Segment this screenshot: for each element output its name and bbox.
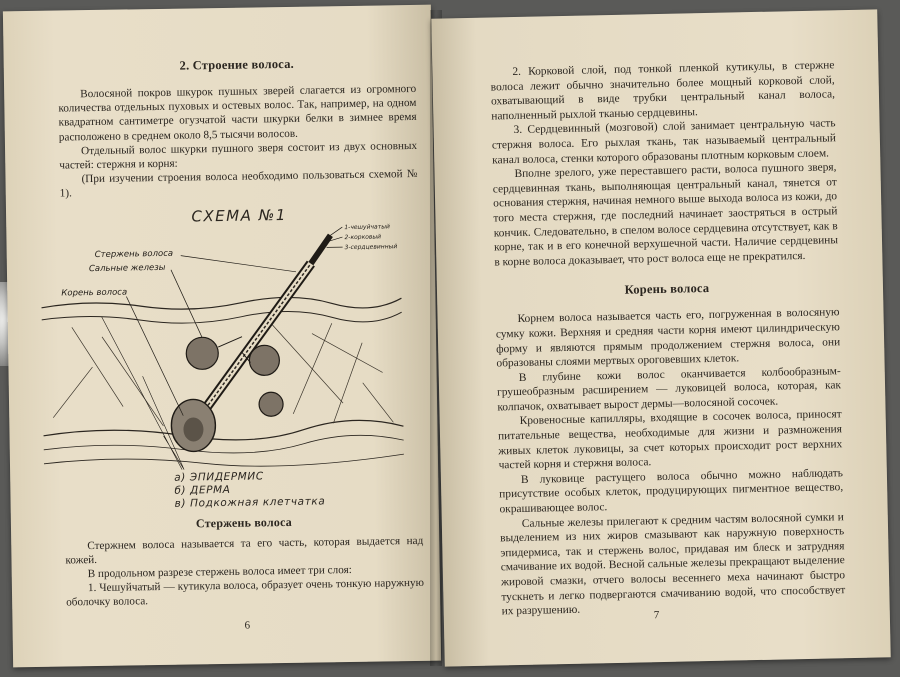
label-glands: Сальные железы bbox=[88, 262, 166, 274]
paragraph: В луковице растущего волоса обычно можно наблюдать присутствие особых клеток, продуцирующих пигментное вещество, окрашивающее волос. bbox=[499, 467, 844, 516]
paragraph: (При изучении строения волоса необходимо пользоваться схемой № 1). bbox=[59, 168, 418, 200]
subheading: Корень волоса bbox=[624, 281, 710, 298]
paragraph: Отдельный волос шкурки пушного зверя состоит из двух основных частей: стержня и корня: bbox=[59, 139, 418, 172]
page-number: 6 bbox=[244, 619, 251, 632]
paragraph: Стержнем волоса называется та его часть, которая выдается над кожей. bbox=[65, 534, 424, 567]
legend-item: а) ЭПИДЕРМИС bbox=[174, 469, 264, 484]
scheme-legend bbox=[174, 467, 423, 510]
left-page bbox=[3, 5, 441, 668]
page-number: 7 bbox=[653, 609, 660, 622]
paragraph: Сальные железы прилегают к средним частям волосяной сумки и выделением из них жиров смазывают как наружную поверхность эпидермиса, так и стержень волос, придавая им блеск и затрудняя смачивание их водой. Весной сальные железы прекращают выделение жировой смазки, отчего волосы весеннего меха начинают быстро тускнеть и легко подвергаются смачиванию водой, что способствует их разрушению. bbox=[500, 510, 846, 618]
label-layer-3: 3-сердцевинный bbox=[344, 242, 398, 251]
legend-item: б) ДЕРМА bbox=[174, 483, 231, 497]
scheme-title: СХЕМА №1 bbox=[191, 205, 287, 226]
paragraph: В продольном разрезе стержень волоса имеет три слоя: bbox=[87, 564, 352, 581]
label-shaft: Стержень волоса bbox=[94, 248, 174, 260]
paragraph: Корнем волоса называется часть его, погруженная в волосяную сумку кожи. Верхняя и средняя части корня имеют цилиндрическую форму и являются прямым продолжением стержня волоса, они образованы слоями мертвых ороговевших клеток. bbox=[495, 306, 841, 370]
paragraph: Волосяной покров шкурок пушных зверей слагается из огромного количества отдельных пуховых и остевых волос. Так, например, на одном квадратном сантиметре огузчатой части шкурки белки в зимнее время расположено в среднем около 8,5 тысячи волосов. bbox=[58, 82, 417, 144]
paragraph: 1. Чешуйчатый — кутикула волоса, образует очень тонкую наружную оболочку волоса. bbox=[66, 577, 425, 609]
paragraph: 2. Корковой слой, под тонкой пленкой кутикулы, в стержне волоса лежит обычно значительно более мощный корковой слой, охватывающий в виде трубки центральный канал волоса, наполненный рыхлой тканью сердцевины. bbox=[490, 59, 836, 123]
hair-structure-diagram bbox=[30, 222, 414, 478]
right-page bbox=[431, 9, 890, 666]
paragraph: 3. Сердцевинный (мозговой) слой занимает центральную часть стержня волоса. Его рыхлая ткань, так называемый центральный канал волоса, стенки которого образованы плотным корковым слоем. bbox=[491, 117, 836, 167]
label-layer-2: 2-корковый bbox=[344, 233, 382, 241]
section-heading: 2. Строение волоса. bbox=[179, 56, 295, 73]
legend-item: в) Подкожная клетчатка bbox=[174, 495, 326, 510]
paragraph: Вполне зрелого, уже переставшего расти, волоса пушного зверя, сердцевинная ткань, выполняющая центральный канал, тянется от основания стержня, начиная немного выше выхода волоса из кожи, до того места стержня, где последний начинает заостряться в острый кончик. Следовательно, в спелом волосе сердцевина отсутствует, как в корне, так и в его конечной верхушечной части. Наличие сердцевины в корне волоса доказывает, что рост волоса еще не прекратился. bbox=[492, 161, 839, 269]
label-root: Корень волоса bbox=[61, 287, 128, 299]
subheading: Стержень волоса bbox=[195, 514, 293, 531]
paragraph: Кровеносные капилляры, входящие в сосочек волоса, приносят питательные вещества, необходимые для жизни и размножения живых клеток луковицы, за счет которых происходит рост верхних частей корня и стержня волоса. bbox=[497, 408, 843, 472]
paragraph: В глубине кожи волос оканчивается колбообразным-грушеобразным расширением — луковицей волоса, которая, как колпачок, охватывает вырост дермы—волосяной сосочек. bbox=[496, 364, 842, 414]
label-layer-1: 1-чешуйчатый bbox=[344, 222, 390, 231]
